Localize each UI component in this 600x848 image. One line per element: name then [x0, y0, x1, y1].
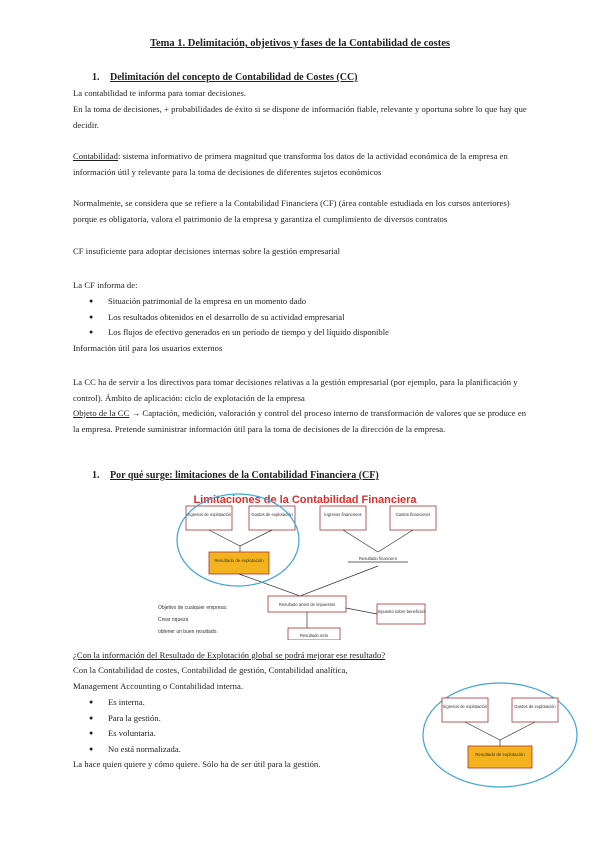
- box-gas-fin-label: Gastos financieros: [395, 512, 431, 517]
- paragraph: La contabilidad te informa para tomar decisiones.: [73, 88, 247, 98]
- box-resultado-fin-label: Resultado financiero: [358, 556, 398, 561]
- box-gastos-financieros: [390, 506, 436, 530]
- list-item: ● Para la gestión.: [73, 711, 181, 727]
- paragraph: La CC ha de servir a los directivos para tomar decisiones relativas a la gestión empresarial (por ejemplo, para la planificación y control). Ámbito de aplicación: ciclo de explotación de la empresa: [73, 377, 518, 403]
- question-line: [73, 648, 553, 664]
- paragraph: En la toma de decisiones, + probabilidades de éxito si se dispone de información fiable, relevante y oportuna sobre lo que hay que decidir.: [73, 104, 527, 130]
- section-2-number: 1.: [92, 470, 100, 481]
- section-2-title: Por qué surge: limitaciones de la Contabilidad Financiera (CF): [110, 470, 379, 481]
- list-item: ● Es voluntaria.: [73, 726, 181, 742]
- box-resultado-antes-label: Resultado antes de impuestos: [278, 602, 336, 607]
- cc-characteristics-list: [73, 695, 181, 757]
- term-objeto: Objeto de la CC: [73, 408, 130, 418]
- page-title: Tema 1. Delimitación, objetivos y fases de la Contabilidad de costes: [149, 38, 451, 49]
- box-gastos-label: Gastos de explotación: [514, 704, 556, 709]
- box-ingresos-financieros: [320, 506, 366, 530]
- box-gastos-explotacion: [249, 506, 295, 530]
- paragraph: Información útil para los usuarios externos: [73, 343, 223, 353]
- box-gastos-explotacion: [512, 698, 558, 722]
- list-item: ● Situación patrimonial de la empresa en un momento dado: [73, 294, 389, 310]
- box-resultado-explotacion: [468, 746, 532, 768]
- resultado-explotacion-diagram: [420, 680, 580, 790]
- paragraph: Normalmente, se considera que se refiere a la Contabilidad Financiera (CF) (área contable estudiada en los cursos anteriores) porque es obligatoria, valora el patrimonio de la empresa y garantiza el cumplimiento de diversos contratos: [73, 198, 510, 224]
- box-ingresos-explotacion: [442, 698, 488, 722]
- paragraph: La hace quien quiere y cómo quiere. Sólo ha de ser útil para la gestión.: [73, 759, 321, 769]
- diagram-title: Limitaciones de la Contabilidad Financiera: [193, 494, 417, 506]
- section-1-number: 1.: [92, 72, 100, 83]
- paragraph: Management Accounting o Contabilidad interna.: [73, 681, 244, 691]
- box-ingresos-label: Ingresos de explotación: [442, 704, 488, 709]
- box-resultado-label: Resultado de explotación: [475, 752, 525, 757]
- box-impuesto-beneficios: [377, 604, 425, 624]
- diagram-note: obtener un buen resultado.: [158, 629, 218, 635]
- section-2-heading: [92, 470, 379, 481]
- box-resultado-explotacion: [209, 552, 269, 574]
- list-item: ● Los resultados obtenidos en el desarrollo de su actividad empresarial: [73, 310, 389, 326]
- box-resultado-expl-label: Resultado de explotación: [214, 558, 264, 563]
- box-gastos-label: Gastos de explotación: [251, 512, 293, 517]
- box-ingresos-label: Ingresos de explotación: [186, 512, 232, 517]
- diagram-note: Objetivo de cualquier empresa:: [158, 605, 228, 611]
- list-item: ● Los flujos de efectivo generados en un período de tiempo y del líquido disponible: [73, 325, 389, 341]
- section-1-title: Delimitación del concepto de Contabilidad de Costes (CC): [110, 72, 358, 83]
- box-impuesto-label: Impuesto sobre beneficios: [376, 609, 426, 614]
- paragraph: La CF informa de:: [73, 280, 138, 290]
- question-text: ¿Con la información del Resultado de Explotación global se podrá mejorar ese resultado?: [73, 650, 386, 660]
- list-item: ● No está normalizada.: [73, 742, 181, 758]
- cf-limitations-diagram: [150, 488, 450, 640]
- paragraph: CF insuficiente para adoptar decisiones internas sobre la gestión empresarial: [73, 246, 341, 256]
- box-resultado-neto-label: Resultado neto: [299, 633, 329, 638]
- definition-contabilidad: : sistema informativo de primera magnitud que transforma los datos de la actividad económica de la empresa en información útil y relevante para la toma de decisiones de diferentes sujetos económicos: [73, 151, 508, 177]
- paragraph-contabilidad: [73, 149, 528, 180]
- definition-objeto: → Captación, medición, valoración y control del proceso interno de transformación de valores que se produce en la empresa. Pretende suministrar información útil para la toma de decisiones de la dirección de la empresa.: [73, 408, 527, 434]
- term-contabilidad: Contabilidad: [73, 151, 118, 161]
- section-1-heading: [92, 72, 358, 83]
- diagram-note: Crear riqueza: [158, 617, 189, 623]
- paragraph-objeto: [73, 406, 528, 437]
- box-ing-fin-label: Ingresos financieros: [324, 512, 362, 517]
- cf-informs-list: [73, 294, 389, 341]
- list-item: ● Es interna.: [73, 695, 181, 711]
- paragraph: Con la Contabilidad de costes, Contabilidad de gestión, Contabilidad analítica,: [73, 665, 348, 675]
